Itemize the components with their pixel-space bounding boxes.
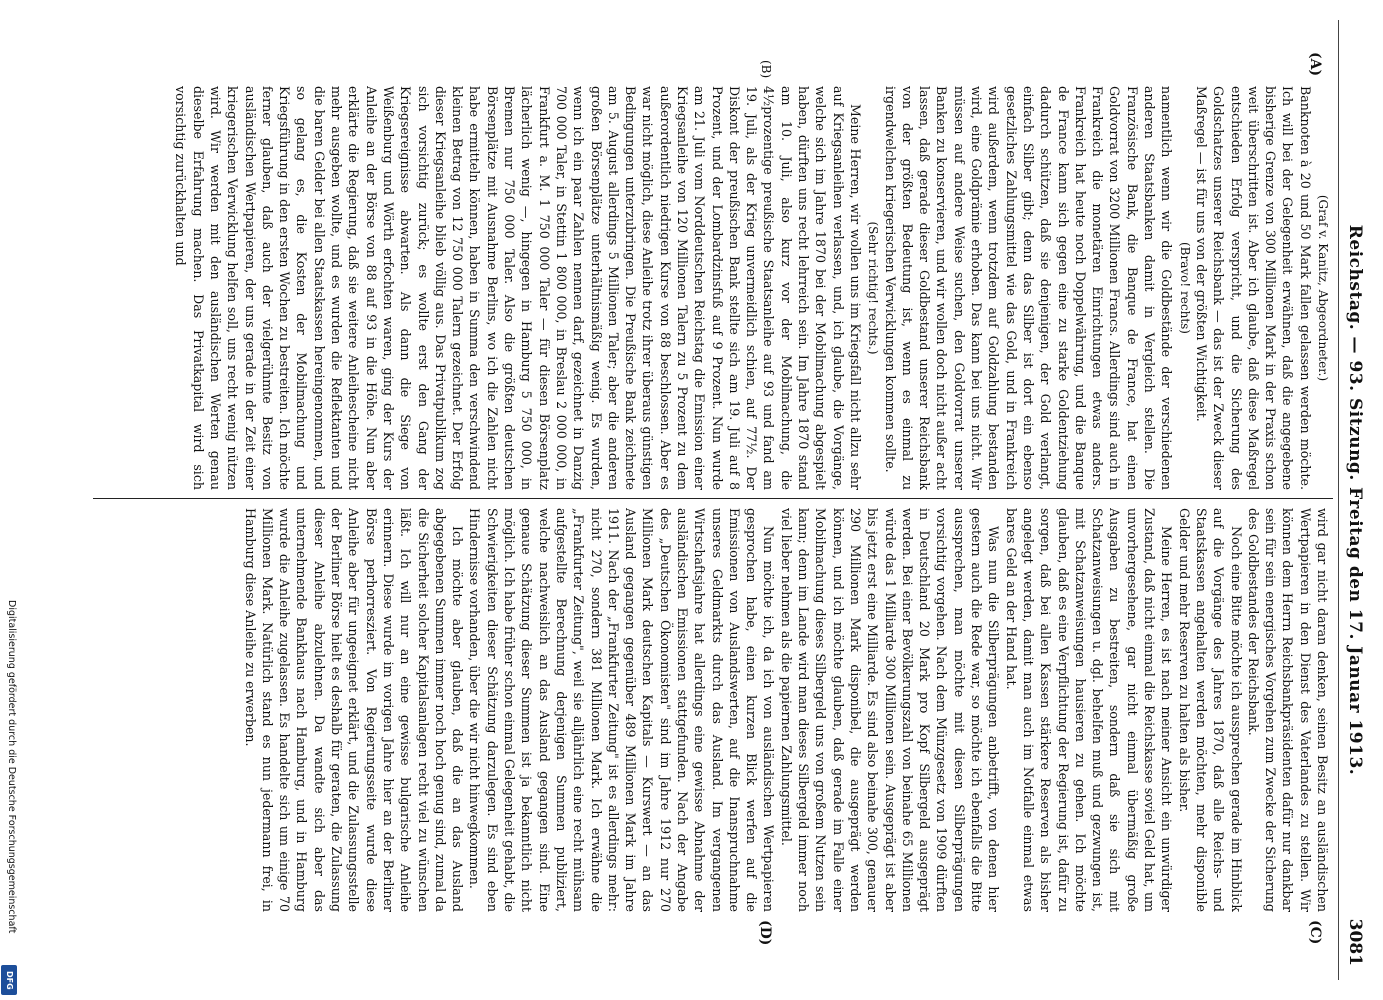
paragraph: wird gar nicht daran denken, seinen Besitz an ausländischen Wertpapieren in den Dienst des Vaterlandes zu stellen. Wir können dem Herrn Reichsbankpräsidenten dafür nur dankbar sein für sein energisches Vorgehen zum Zwecke der Sicherung des Goldbestandes der Reichsbank. — [1245, 508, 1330, 912]
applause-note: (Bravo! rechts) — [1177, 242, 1192, 334]
header-rule — [1338, 20, 1339, 980]
dfg-logo: DFG — [1, 965, 17, 995]
page-number: 3081 — [1345, 918, 1365, 966]
margin-mark-a: (A) — [1307, 52, 1323, 77]
paragraph: Nun möchte ich, da ich von ausländischen Wertpapieren gesprochen habe, einen kurzen Blick werfen auf die Emissionen von Auslandswerten, auf die Inanspruchnahme unseres Geldmarkts durch das Ausland. Im vergangenen Wirtschaftsjahre hat allerdings eine gewisse Abnahme der ausländischen Emissionen stattgefunden. Nach der Angabe des „Deutschen Ökonomisten" sind im Jahre 1912 nur 270 Millionen Mark deutschen Kapitals — Kurswert — an das Ausland gegangen gegenüber 489 Millionen Mark im Jahre 1911. Nach der „Frankfurter Zeitung" ist es allerdings mehr: nicht 270, sondern 381 Millionen Mark. Ich erwähne die „Frankfurter Zeitung", weil sie alljährlich eine recht mühsam aufgestellte Berechnung derjenigen Summen publiziert, welche nachweislich an das Ausland gegangen sind. Eine genaue Schätzung dieser Summen ist ja bekanntlich nicht möglich. Ich habe früher schon einmal Gelegenheit gehabt, die Schwierigkeiten dieser Schätzung darzulegen. Es sind eben Hindernisse vorhanden, über die wir nicht hinwegkommen. — [467, 508, 777, 912]
margin-mark-c: (C) — [1307, 920, 1323, 945]
paragraph: Noch eine Bitte möchte ich aussprechen gerade im Hinblick auf die Vorgänge des Jahres 1870, daß alle Reichs- und Staatskassen angehalten werden möchten, mehr disponible Gelder und mehr Reserven zu halten als bisher. — [1176, 508, 1244, 912]
margin-mark-b: (B) — [759, 60, 773, 79]
paragraph: Was nun die Silberprägungen anbetrifft, von denen hier gestern auch die Rede war, so möchte ich ebenfalls die Bitte aussprechen, man möchte mit diesen Silberprägungen vorsichtig vorgehen. Nach dem Münzgesetz von 1909 dürften in Deutschland 20 Mark pro Kopf Silbergeld ausgeprägt werden. Bei einer Bevölkerungszahl von beinahe 65 Millionen würde das 1 Milliarde 300 Millionen sein. Ausgeprägt ist aber bis jetzt erst eine Milliarde. Es sind also beinahe 300, genauer 290 Millionen Mark disponibel, die ausgeprägt werden können, und ich möchte glauben, daß gerade im Falle einer Mobilmachung dieses Silbergeld uns von großem Nutzen sein kann; denn im Lande wird man dieses Silbergeld immer noch viel lieber nehmen als die papiernen Zahlungsmittel. — [778, 508, 1002, 912]
paragraph: Ich möchte aber glauben, daß die an das Ausland abgegebenen Summen immer noch hoch genug sind, zumal da die Sicherheit solcher Kapitalsanlagen recht viel zu wünschen läßt. Ich will nur an eine gewisse bulgarische Anleihe erinnern. Diese wurde im vorigen Jahre hier an der Berliner Börse perhorresziert. Von Regierungsseite wurde diese Anleihe aber für ungeeignet erklärt, und die Zulassungsstelle der Berliner Börse hielt es deshalb für geraten, die Zulassung dieser Anleihe abzulehnen. Da wandte sich aber das unternehmende Bankhaus nach Hamburg, und in Hamburg wurde die Anleihe zugelassen. Es handelte sich um einige 70 Millionen Mark. Natürlich stand es nun jedermann frei, in Hamburg diese Anleihe zu erwerben. — [242, 508, 466, 912]
right-column — [91, 508, 1331, 912]
applause-note: (Sehr richtig! rechts.) — [866, 221, 881, 355]
paragraph: Meine Herren, wir wollen uns im Kriegsfall nicht allzu sehr auf Kriegsanleihen verlassen, und, ich glaube, die Vorgänge, welche sich im Jahre 1870 bei der Mobilmachung abgespielt haben, dürften uns recht lehrreich sein. Im Jahre 1870 stand am 10. Juli, also kurz vor der Mobilmachung, die 4½prozentige preußische Staatsanleihe auf 93 und fand am 19. Juli, als der Krieg unvermeidlich schien, auf 77½. Der Diskont der preußischen Bank stellte sich am 19. Juli auf 8 Prozent, und der Lombardzinsfuß auf 9 Prozent. Nun wurde am 21. Juli vom Norddeutschen Reichstag die Emission einer Kriegsanleihe von 120 Millionen Talern zu 5 Prozent zu dem außerordentlich niedrigen Kurse von 88 beschlossen. Aber es war nicht möglich, diese Anleihe trotz ihrer überaus günstigen Bedingungen unterzubringen. Die Preußische Bank zeichnete am 5. August allerdings 5 Millionen Taler; aber die anderen großen Börsenplätze unterhältnismäßig wenig. Es wurden, wenn ich ein paar Zahlen nennen darf, gezeichnet in Danzig 700 000 Taler, in Stettin 1 800 000, in Breslau 2 000 000, in Frankfurt a. M. 1 750 000 Taler — für diesen Börsenplatz lächerlich wenig —, hingegen in Hamburg 5 750 000, in Bremen nur 750 000 Taler. Also die größten deutschen Börsenplätze mit Ausnahme Berlins, wo ich die Zahlen nicht habe ermitteln können, haben in Summa den verschwindend kleinen Betrag von 12 750 000 Talern gezeichnet. Der Erfolg dieser Kriegsanleihe blieb völlig aus. Das Privatpublikum zog sich vorsichtig zurück; es wollte erst den Gang der Kriegsereignisse abwarten. Als dann die Siege von Weißenburg und Wörth erfochten waren, ging der Kurs der Anleihe an der Börse von 88 auf 93 in die Höhe. Nun aber erklärte die Regierung, daß sie weitere Anleihescheine nicht mehr ausgeben wollte, und es wurden die Reflektanten und die baren Gelder bei allen Staatskassen hereingenommen, und so gelang es, die Kosten der Mobilmachung und Kriegsführung in den ersten Wochen zu bestreiten. Ich möchte ferner glauben, daß auch der vielgerühmte Besitz von ausländischen Wertpapieren, der uns gerade in der Zeit einer kriegerischen Verwicklung helfen soll, uns recht wenig nützen wird. Wir werden mit den ausländischen Werten genau dieselbe Erfahrung machen. Das Privatkapital wird sich vorsichtig zurückhalten und — [173, 86, 863, 490]
speaker-line: (Graf v. Kanitz, Abgeordneter.) — [1316, 194, 1330, 382]
paragraph: namentlich wenn wir die Goldbestände der verschiedenen anderen Staatsbanken damit in Vergleich stellen. Die Französische Bank, die Banque de France, hat einen Goldvorrat von 3200 Millionen Francs. Allerdings sind auch in Frankreich die monetären Einrichtungen etwas anders. Frankreich hat heute noch Doppelwährung, und die Banque de France kann sich gegen eine zu starke Goldentziehung dadurch schützen, daß sie denjenigen, der Gold verlangt, einfach Silber gibt; denn das Silber ist dort ein ebenso gesetzliches Zahlungsmittel wie das Gold, und in Frankreich wird außerdem, wenn trotzdem auf Goldzahlung bestanden wird, eine Goldprämie erhoben. Das kann bei uns nicht. Wir müssen auf andere Weise suchen, den Goldvorrat unserer Banken zu konservieren, und wir wollen doch nicht außer acht lassen, daß gerade dieser Goldbestand unserer Reichsbank von der größten Bedeutung ist, wenn es einmal zu irgendwelchen kriegerischen Verwicklungen kommen sollte. — [882, 86, 1175, 490]
left-column — [91, 86, 1331, 490]
margin-mark-d: (D) — [757, 920, 773, 946]
paragraph: Meine Herren, es ist nach meiner Ansicht ein unwürdiger Zustand, daß nicht einmal die Reichskasse soviel Geld hat, um unvorhergesehene, gar nicht einmal übermäßig große Ausgaben zu bestreiten, sondern daß sie sich mit Schatzanweisungen u. dgl. behelfen muß und gezwungen ist, mit Schatzanweisungen hausieren zu gehen. Ich möchte glauben, daß es eine Verpflichtung der Regierung ist, dafür zu sorgen, daß bei allen Kassen stärkere Reserven als bisher angelegt werden, damit man auch im Notfalle einmal etwas bares Geld an der Hand hat. — [1003, 508, 1175, 912]
column-divider — [93, 498, 1333, 499]
digitization-notice — [0, 600, 18, 1000]
page-header — [1335, 0, 1365, 1000]
paragraph: Banknoten à 20 und 50 Mark fallen gelassen werden möchte. Ich will bei der Gelegenheit erwähnen, daß die angegebene bisherige Grenze von 300 Millionen Mark in der Praxis schon weit überschritten ist. Aber ich glaube, daß diese Maßregel entschieden Erfolg verspricht, und die Sicherung des Goldschatzes unserer Reichsbank — das ist der Zweck dieser Maßregel — ist für uns von der größten Wichtigkeit. — [1193, 86, 1313, 490]
header-title: Reichstag. — 93. Sitzung. Freitag den 17. Januar 1913. — [1345, 224, 1365, 776]
digitization-notice-text: Digitalisierung gefördert durch die Deutsche Forschungsgemeinschaft — [6, 600, 17, 934]
